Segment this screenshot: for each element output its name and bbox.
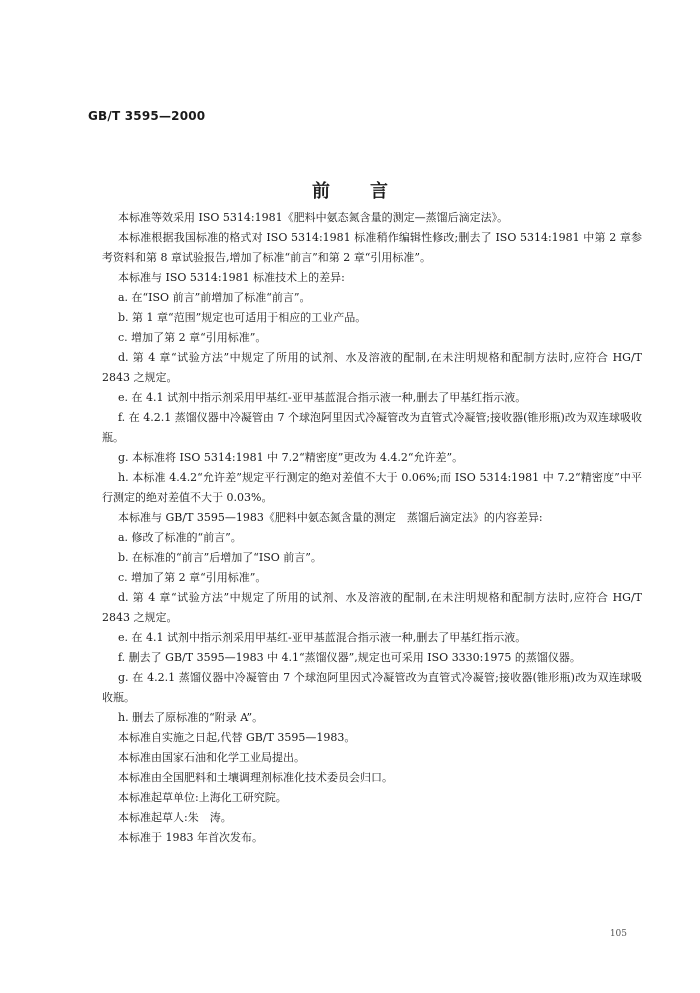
list-item: g. 本标准将 ISO 5314:1981 中 7.2“精密度”更改为 4.4.2“允许差”。 [118, 451, 464, 464]
list-item: a. 在“ISO 前言”前增加了标准“前言”。 [118, 291, 311, 304]
paragraph-drafting-unit: 本标准起草单位:上海化工研究院。 [118, 791, 287, 804]
list-item: g. 在 4.2.1 蒸馏仪器中冷凝管由 7 个球泡阿里因式冷凝管改为直管式冷凝管;接收器(锥形瓶)改为双连球吸收瓶。 [102, 671, 642, 704]
paragraph-drafter: 本标准起草人:朱 涛。 [118, 811, 232, 824]
paragraph-adoption: 本标准等效采用 ISO 5314:1981《肥料中氨态氮含量的测定—蒸馏后滴定法》。 [118, 211, 509, 224]
list-item: f. 删去了 GB/T 3595—1983 中 4.1“蒸馏仪器”,规定也可采用 ISO 3330:1975 的蒸馏仪器。 [118, 651, 581, 664]
paragraph-first-release: 本标准于 1983 年首次发布。 [118, 831, 263, 844]
list-item: c. 增加了第 2 章“引用标准”。 [118, 331, 267, 344]
list-item: e. 在 4.1 试剂中指示剂采用甲基红-亚甲基蓝混合指示液一种,删去了甲基红指示液。 [118, 391, 527, 404]
paragraph-gb-differences-intro: 本标准与 GB/T 3595—1983《肥料中氨态氮含量的测定 蒸馏后滴定法》的内容差异: [118, 511, 543, 524]
list-item: b. 在标准的“前言”后增加了“ISO 前言”。 [118, 551, 322, 564]
list-item: c. 增加了第 2 章“引用标准”。 [118, 571, 267, 584]
foreword-body [102, 208, 642, 848]
page-number: 105 [609, 929, 627, 939]
paragraph-replacement: 本标准自实施之日起,代替 GB/T 3595—1983。 [118, 731, 356, 744]
list-item: a. 修改了标准的“前言”。 [118, 531, 242, 544]
paragraph-iso-differences-intro: 本标准与 ISO 5314:1981 标准技术上的差异: [118, 271, 345, 284]
paragraph-committee: 本标准由全国肥料和土壤调理剂标准化技术委员会归口。 [118, 771, 393, 784]
page-title: 前言 [312, 181, 428, 202]
paragraph-editorial-changes: 本标准根据我国标准的格式对 ISO 5314:1981 标准稍作编辑性修改;删去了 ISO 5314:1981 中第 2 章参考资料和第 8 章试验报告,增加了标准“前言”和第 2 章“引用标准”。 [102, 231, 642, 264]
standard-number: GB/T 3595—2000 [88, 109, 206, 123]
list-item: h. 本标准 4.4.2“允许差”规定平行测定的绝对差值不大于 0.06%;而 ISO 5314:1981 中 7.2“精密度”中平行测定的绝对差值不大于 0.03%。 [102, 471, 642, 504]
list-item: e. 在 4.1 试剂中指示剂采用甲基红-亚甲基蓝混合指示液一种,删去了甲基红指示液。 [118, 631, 527, 644]
list-item: d. 第 4 章“试验方法”中规定了所用的试剂、水及溶液的配制,在未注明规格和配制方法时,应符合 HG/T 2843 之规定。 [102, 591, 642, 624]
list-item: d. 第 4 章“试验方法”中规定了所用的试剂、水及溶液的配制,在未注明规格和配制方法时,应符合 HG/T 2843 之规定。 [102, 351, 642, 384]
paragraph-proposer: 本标准由国家石油和化学工业局提出。 [118, 751, 305, 764]
list-item: b. 第 1 章“范围”规定也可适用于相应的工业产品。 [118, 311, 367, 324]
list-item: f. 在 4.2.1 蒸馏仪器中冷凝管由 7 个球泡阿里因式冷凝管改为直管式冷凝管;接收器(锥形瓶)改为双连球吸收瓶。 [102, 411, 642, 444]
list-item: h. 删去了原标准的“附录 A”。 [118, 711, 264, 724]
